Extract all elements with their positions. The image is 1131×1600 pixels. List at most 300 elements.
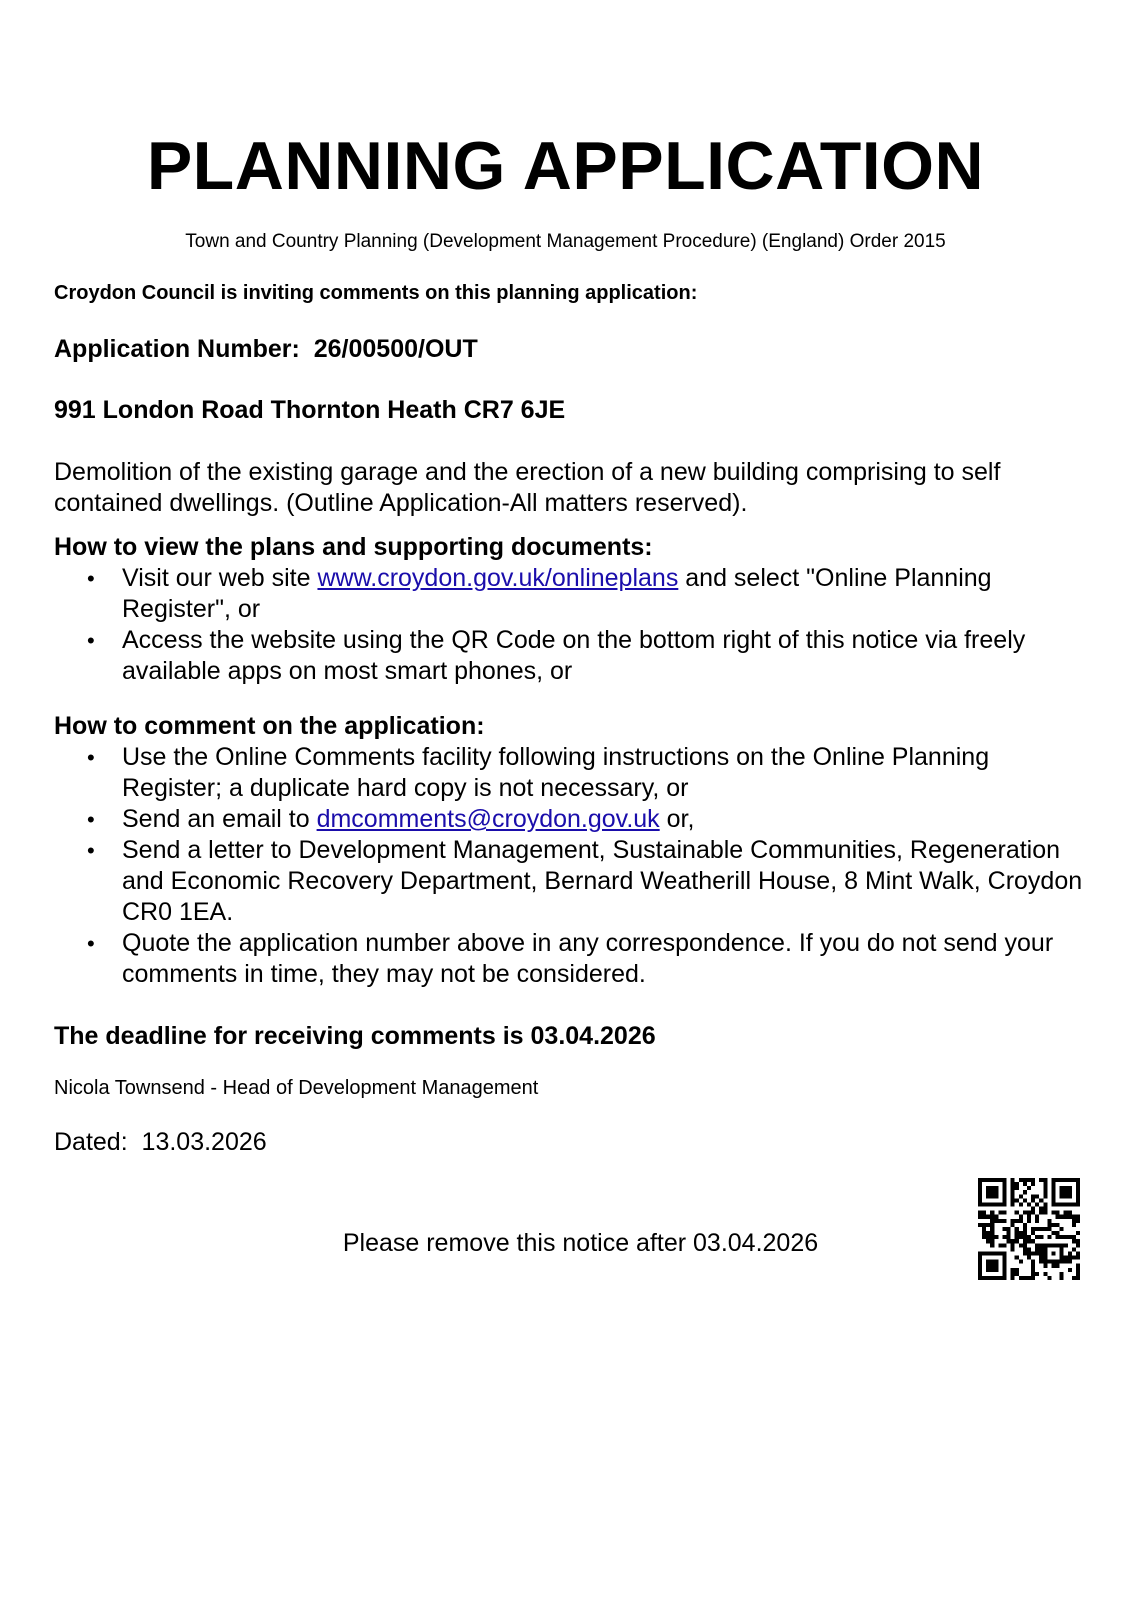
- qr-module: [1011, 1223, 1015, 1227]
- qr-module: [1051, 1211, 1055, 1215]
- qr-module: [1068, 1215, 1072, 1219]
- qr-module: [982, 1202, 986, 1206]
- qr-module: [1011, 1243, 1015, 1247]
- qr-module: [1060, 1276, 1064, 1280]
- qr-module: [1060, 1186, 1064, 1190]
- qr-module: [1051, 1182, 1055, 1186]
- qr-module: [1039, 1207, 1043, 1211]
- qr-module: [1023, 1182, 1027, 1186]
- qr-module: [1011, 1202, 1015, 1206]
- qr-module: [1076, 1276, 1080, 1280]
- qr-module: [1027, 1178, 1031, 1182]
- qr-module: [978, 1186, 982, 1190]
- list-item-text: Send a letter to Development Management, Sustainable Communities, Regeneration and Economic Recovery Department, Bernard Weatherill House, 8 Mint Walk, Croydon CR0 1EA.: [122, 836, 1083, 926]
- qr-module: [1023, 1276, 1027, 1280]
- qr-module: [1064, 1215, 1068, 1219]
- qr-module: [1015, 1231, 1019, 1235]
- qr-module: [1060, 1178, 1064, 1182]
- qr-module: [994, 1186, 998, 1190]
- qr-module: [978, 1182, 982, 1186]
- qr-module: [1023, 1243, 1027, 1247]
- list-item-text: Visit our web site: [122, 564, 318, 592]
- qr-module: [1035, 1272, 1039, 1276]
- qr-module: [1043, 1182, 1047, 1186]
- qr-module: [1019, 1235, 1023, 1239]
- qr-module: [1011, 1268, 1015, 1272]
- qr-module: [990, 1178, 994, 1182]
- qr-module: [1051, 1186, 1055, 1190]
- qr-module: [978, 1268, 982, 1272]
- qr-module: [1043, 1247, 1047, 1251]
- qr-module: [1051, 1243, 1055, 1247]
- qr-module: [1072, 1215, 1076, 1219]
- qr-module: [990, 1211, 994, 1215]
- qr-module: [1035, 1219, 1039, 1223]
- qr-module: [1031, 1260, 1035, 1264]
- qr-module: [1027, 1235, 1031, 1239]
- qr-module: [994, 1251, 998, 1255]
- qr-module: [982, 1215, 986, 1219]
- qr-module: [1007, 1239, 1011, 1243]
- qr-module: [1051, 1231, 1055, 1235]
- qr-module: [1002, 1182, 1006, 1186]
- qr-module: [1019, 1215, 1023, 1219]
- qr-module: [1019, 1260, 1023, 1264]
- qr-module: [982, 1251, 986, 1255]
- qr-module: [1072, 1239, 1076, 1243]
- qr-module: [1027, 1247, 1031, 1251]
- qr-module: [1039, 1178, 1043, 1182]
- bullet-icon: •: [87, 566, 95, 591]
- qr-module: [1015, 1235, 1019, 1239]
- qr-module: [1002, 1211, 1006, 1215]
- qr-module: [986, 1264, 990, 1268]
- qr-module: [978, 1215, 982, 1219]
- qr-module: [1060, 1243, 1064, 1247]
- qr-module: [990, 1223, 994, 1227]
- qr-module: [1002, 1202, 1006, 1206]
- qr-module: [1027, 1219, 1031, 1223]
- qr-module: [1011, 1276, 1015, 1280]
- qr-module: [998, 1219, 1002, 1223]
- qr-module: [1023, 1198, 1027, 1202]
- qr-module: [1060, 1194, 1064, 1198]
- qr-module: [1064, 1190, 1068, 1194]
- list-item: [54, 625, 1094, 687]
- qr-module: [1043, 1227, 1047, 1231]
- qr-module: [1015, 1219, 1019, 1223]
- qr-module: [1043, 1186, 1047, 1190]
- qr-module: [1043, 1194, 1047, 1198]
- qr-module: [1051, 1194, 1055, 1198]
- qr-module: [990, 1251, 994, 1255]
- qr-module: [994, 1202, 998, 1206]
- list-item: [54, 563, 1094, 625]
- qr-module: [1068, 1190, 1072, 1194]
- qr-module: [1027, 1215, 1031, 1219]
- qr-module: [1043, 1260, 1047, 1264]
- qr-module: [1007, 1235, 1011, 1239]
- qr-module: [1019, 1194, 1023, 1198]
- view-plans-heading: How to view the plans and supporting documents:: [54, 533, 653, 561]
- qr-module: [978, 1276, 982, 1280]
- qr-module: [978, 1202, 982, 1206]
- qr-module: [1076, 1190, 1080, 1194]
- qr-module: [1043, 1178, 1047, 1182]
- qr-module: [1007, 1231, 1011, 1235]
- qr-module: [1027, 1202, 1031, 1206]
- qr-module: [1064, 1202, 1068, 1206]
- qr-module: [982, 1231, 986, 1235]
- qr-module: [994, 1215, 998, 1219]
- qr-module: [1076, 1268, 1080, 1272]
- site-address: 991 London Road Thornton Heath CR7 6JE: [54, 396, 566, 424]
- qr-module: [1051, 1260, 1055, 1264]
- qr-module: [986, 1260, 990, 1264]
- qr-module: [1068, 1235, 1072, 1239]
- qr-module: [994, 1268, 998, 1272]
- qr-module: [1002, 1276, 1006, 1280]
- qr-module: [986, 1186, 990, 1190]
- qr-module: [1060, 1202, 1064, 1206]
- qr-module: [1023, 1239, 1027, 1243]
- qr-module: [978, 1223, 982, 1227]
- qr-module: [978, 1211, 982, 1215]
- list-item-text: Quote the application number above in any correspondence. If you do not send your comments in time, they may not be considered.: [122, 929, 1054, 988]
- qr-module: [1056, 1243, 1060, 1247]
- qr-module: [1015, 1186, 1019, 1190]
- qr-module: [986, 1239, 990, 1243]
- qr-module: [1007, 1227, 1011, 1231]
- qr-module: [1060, 1260, 1064, 1264]
- qr-module: [1011, 1194, 1015, 1198]
- qr-module: [1031, 1272, 1035, 1276]
- qr-module: [1051, 1178, 1055, 1182]
- qr-module: [1011, 1190, 1015, 1194]
- qr-module: [1068, 1178, 1072, 1182]
- qr-module: [1023, 1190, 1027, 1194]
- qr-module: [978, 1194, 982, 1198]
- dated-text: Dated: 13.03.2026: [54, 1128, 267, 1156]
- qr-module: [1027, 1276, 1031, 1280]
- qr-module: [1002, 1227, 1006, 1231]
- qr-module: [994, 1219, 998, 1223]
- qr-module: [1064, 1243, 1068, 1247]
- qr-module: [1060, 1190, 1064, 1194]
- qr-module: [1023, 1231, 1027, 1235]
- qr-module: [1035, 1243, 1039, 1247]
- qr-module: [1043, 1251, 1047, 1255]
- qr-module: [1060, 1272, 1064, 1276]
- qr-module: [1011, 1247, 1015, 1251]
- qr-module: [1043, 1264, 1047, 1268]
- list-item: [54, 804, 1094, 835]
- email-link[interactable]: dmcomments@croydon.gov.uk: [316, 805, 660, 833]
- bullet-icon: •: [87, 745, 95, 770]
- qr-module: [1064, 1194, 1068, 1198]
- qr-module: [1011, 1186, 1015, 1190]
- qr-module: [1039, 1256, 1043, 1260]
- qr-module: [1047, 1276, 1051, 1280]
- comment-heading: How to comment on the application:: [54, 712, 485, 740]
- qr-module: [982, 1227, 986, 1231]
- qr-module: [1068, 1194, 1072, 1198]
- removal-notice: Please remove this notice after 03.04.2026: [342, 1229, 819, 1257]
- qr-module: [994, 1260, 998, 1264]
- qr-module: [986, 1194, 990, 1198]
- qr-module: [1023, 1251, 1027, 1255]
- qr-module: [1043, 1202, 1047, 1206]
- qr-module: [1031, 1276, 1035, 1280]
- qr-module: [1002, 1251, 1006, 1255]
- qr-module: [1060, 1251, 1064, 1255]
- qr-module: [990, 1268, 994, 1272]
- qr-module: [1011, 1239, 1015, 1243]
- qr-module: [1035, 1215, 1039, 1219]
- qr-module: [1019, 1276, 1023, 1280]
- qr-module: [1002, 1268, 1006, 1272]
- qr-module: [1043, 1272, 1047, 1276]
- qr-module: [1076, 1186, 1080, 1190]
- qr-module: [1015, 1272, 1019, 1276]
- qr-module: [1002, 1198, 1006, 1202]
- qr-module: [1072, 1247, 1076, 1251]
- qr-module: [1031, 1231, 1035, 1235]
- qr-module: [990, 1194, 994, 1198]
- qr-module: [1002, 1260, 1006, 1264]
- bullet-icon: •: [87, 931, 95, 956]
- qr-module: [986, 1268, 990, 1272]
- qr-module: [1076, 1256, 1080, 1260]
- qr-module: [1019, 1243, 1023, 1247]
- qr-module: [1027, 1186, 1031, 1190]
- qr-module: [994, 1235, 998, 1239]
- qr-module: [1035, 1251, 1039, 1255]
- qr-module: [1015, 1227, 1019, 1231]
- qr-module: [1023, 1235, 1027, 1239]
- qr-module: [1039, 1198, 1043, 1202]
- qr-module: [1019, 1178, 1023, 1182]
- qr-module: [1039, 1251, 1043, 1255]
- qr-module: [1056, 1202, 1060, 1206]
- qr-module: [982, 1211, 986, 1215]
- qr-module: [1056, 1215, 1060, 1219]
- qr-module: [1056, 1223, 1060, 1227]
- qr-module: [1002, 1178, 1006, 1182]
- qr-module: [1076, 1215, 1080, 1219]
- qr-module: [986, 1276, 990, 1280]
- legislation-subtitle: Town and Country Planning (Development Management Procedure) (England) Order 2015: [185, 231, 946, 252]
- bullet-icon: •: [87, 838, 95, 863]
- qr-module: [1064, 1178, 1068, 1182]
- qr-module: [994, 1194, 998, 1198]
- qr-module: [1043, 1256, 1047, 1260]
- qr-module: [998, 1178, 1002, 1182]
- qr-module: [1064, 1211, 1068, 1215]
- qr-module: [1019, 1231, 1023, 1235]
- qr-module: [982, 1235, 986, 1239]
- qr-module: [986, 1215, 990, 1219]
- qr-module: [1027, 1251, 1031, 1255]
- qr-module: [1002, 1264, 1006, 1268]
- qr-module: [998, 1276, 1002, 1280]
- qr-module: [1076, 1264, 1080, 1268]
- qr-module: [982, 1276, 986, 1280]
- qr-module: [1019, 1219, 1023, 1223]
- qr-module: [1002, 1219, 1006, 1223]
- qr-module: [1011, 1198, 1015, 1202]
- qr-module: [1031, 1268, 1035, 1272]
- qr-module: [1076, 1239, 1080, 1243]
- qr-module: [978, 1272, 982, 1276]
- qr-module: [1051, 1251, 1055, 1255]
- qr-module: [1060, 1235, 1064, 1239]
- qr-module: [990, 1186, 994, 1190]
- list-item: [54, 928, 1094, 990]
- qr-module: [1047, 1223, 1051, 1227]
- qr-module: [1039, 1211, 1043, 1215]
- qr-module: [1076, 1202, 1080, 1206]
- qr-module: [1043, 1243, 1047, 1247]
- qr-code-icon[interactable]: [978, 1178, 1080, 1280]
- qr-module: [1076, 1251, 1080, 1255]
- qr-module: [1035, 1235, 1039, 1239]
- qr-module: [1031, 1264, 1035, 1268]
- qr-module: [1015, 1211, 1019, 1215]
- qr-module: [994, 1178, 998, 1182]
- qr-module: [1064, 1260, 1068, 1264]
- online-plans-link[interactable]: www.croydon.gov.uk/onlineplans: [317, 564, 679, 592]
- qr-module: [986, 1190, 990, 1194]
- qr-module: [1047, 1227, 1051, 1231]
- qr-module: [978, 1256, 982, 1260]
- list-item: [54, 835, 1094, 928]
- proposal-description: Demolition of the existing garage and the erection of a new building comprising to self contained dwellings. (Outline Application-All matters reserved).: [54, 458, 1001, 517]
- qr-module: [1072, 1235, 1076, 1239]
- signatory: Nicola Townsend - Head of Development Management: [54, 1077, 539, 1099]
- qr-module: [1068, 1268, 1072, 1272]
- qr-module: [1023, 1211, 1027, 1215]
- qr-module: [1035, 1194, 1039, 1198]
- qr-module: [1031, 1198, 1035, 1202]
- qr-module: [1051, 1223, 1055, 1227]
- qr-module: [1060, 1215, 1064, 1219]
- qr-module: [1056, 1178, 1060, 1182]
- qr-module: [1015, 1239, 1019, 1243]
- qr-module: [1076, 1178, 1080, 1182]
- qr-module: [990, 1231, 994, 1235]
- qr-module: [978, 1190, 982, 1194]
- view-plans-section: [54, 532, 1094, 687]
- list-item: [54, 742, 1094, 804]
- application-number: Application Number: 26/00500/OUT: [54, 335, 478, 363]
- qr-module: [1031, 1211, 1035, 1215]
- qr-module: [1011, 1272, 1015, 1276]
- qr-module: [1002, 1272, 1006, 1276]
- qr-module: [1031, 1182, 1035, 1186]
- qr-module: [1015, 1198, 1019, 1202]
- qr-module: [1076, 1182, 1080, 1186]
- qr-module: [986, 1231, 990, 1235]
- list-item-text: or,: [659, 805, 695, 833]
- qr-module: [1035, 1247, 1039, 1251]
- qr-module: [1076, 1243, 1080, 1247]
- qr-module: [998, 1251, 1002, 1255]
- qr-module: [1035, 1202, 1039, 1206]
- list-item-text: Use the Online Comments facility following instructions on the Online Planning Register; a duplicate hard copy is not necessary, or: [122, 743, 990, 802]
- qr-module: [1002, 1190, 1006, 1194]
- qr-module: [1011, 1219, 1015, 1223]
- list-item-text: Send an email to: [122, 805, 317, 833]
- qr-module: [1072, 1178, 1076, 1182]
- qr-module: [1068, 1202, 1072, 1206]
- qr-module: [1064, 1186, 1068, 1190]
- qr-module: [990, 1260, 994, 1264]
- qr-module: [1051, 1264, 1055, 1268]
- qr-module: [1056, 1260, 1060, 1264]
- qr-module: [1056, 1211, 1060, 1215]
- qr-module: [1056, 1264, 1060, 1268]
- qr-module: [986, 1251, 990, 1255]
- qr-module: [1068, 1211, 1072, 1215]
- qr-module: [1043, 1207, 1047, 1211]
- qr-module: [1039, 1243, 1043, 1247]
- qr-module: [1002, 1186, 1006, 1190]
- qr-module: [1023, 1178, 1027, 1182]
- qr-module: [1072, 1219, 1076, 1223]
- qr-module: [1011, 1178, 1015, 1182]
- qr-module: [1047, 1243, 1051, 1247]
- qr-module: [1068, 1251, 1072, 1255]
- qr-module: [1002, 1243, 1006, 1247]
- qr-module: [1039, 1247, 1043, 1251]
- qr-module: [994, 1276, 998, 1280]
- deadline-text: The deadline for receiving comments is 03.04.2026: [54, 1022, 656, 1050]
- qr-module: [990, 1243, 994, 1247]
- qr-module: [982, 1178, 986, 1182]
- qr-module: [1064, 1235, 1068, 1239]
- qr-module: [986, 1223, 990, 1227]
- bullet-icon: •: [87, 628, 95, 653]
- qr-module: [1019, 1202, 1023, 1206]
- qr-module: [1072, 1256, 1076, 1260]
- qr-module: [1043, 1190, 1047, 1194]
- qr-module: [1072, 1202, 1076, 1206]
- qr-module: [990, 1264, 994, 1268]
- qr-module: [990, 1215, 994, 1219]
- qr-module: [1072, 1276, 1076, 1280]
- qr-module: [1027, 1239, 1031, 1243]
- qr-module: [1076, 1194, 1080, 1198]
- qr-module: [986, 1178, 990, 1182]
- qr-module: [1015, 1268, 1019, 1272]
- qr-module: [1039, 1227, 1043, 1231]
- invitation-text: Croydon Council is inviting comments on this planning application:: [54, 282, 698, 304]
- qr-module: [990, 1227, 994, 1231]
- qr-module: [986, 1202, 990, 1206]
- qr-module: [1031, 1207, 1035, 1211]
- qr-module: [1051, 1198, 1055, 1202]
- qr-module: [1068, 1260, 1072, 1264]
- qr-module: [1031, 1178, 1035, 1182]
- qr-module: [1031, 1239, 1035, 1243]
- view-plans-list: [54, 563, 1094, 687]
- qr-module: [1076, 1198, 1080, 1202]
- qr-module: [1023, 1227, 1027, 1231]
- qr-module: [1039, 1235, 1043, 1239]
- qr-module: [1072, 1223, 1076, 1227]
- bullet-icon: •: [87, 807, 95, 832]
